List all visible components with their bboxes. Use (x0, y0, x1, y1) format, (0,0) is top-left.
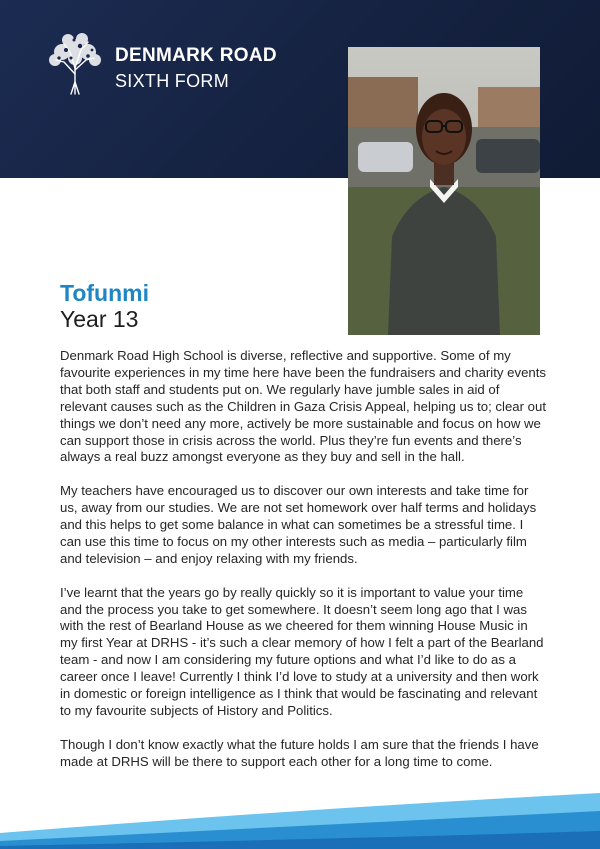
tree-icon (44, 30, 106, 96)
paragraph: Denmark Road High School is diverse, reflective and supportive. Some of my favourite experiences in my time here have been the fundraisers and charity events that both staff and students put on. We regularly have jumble sales in aid of relevant causes such as the Children in Gaza Crisis Appeal, helping us to; clear out things we don’t need any more, actively be more sustainable and focus on how we can support those in crisis across the world. Plus they’re fun events and there’s always a real buzz amongst everyone as they buy and sell in the hall. (60, 348, 547, 465)
brand-title: DENMARK ROAD (115, 45, 277, 66)
paragraph: My teachers have encouraged us to discover our own interests and take time for us, away from our studies. We are not set homework over half terms and holidays and this helps to get some balance in what can sometimes be a stressful time. I can use this time to focus on my other interests such as media – particularly film and television – and enjoy relaxing with my friends. (60, 483, 537, 566)
student-portrait (348, 47, 540, 335)
brand-subtitle: SIXTH FORM (115, 71, 229, 91)
paragraph: Though I don’t know exactly what the future holds I am sure that the friends I have made at DRHS will be there to support each other for a long time to come. (60, 736, 539, 769)
student-year: Year 13 (60, 306, 139, 332)
testimonial-body (60, 348, 546, 788)
paragraph: I’ve learnt that the years go by really quickly so it is important to value your time and the process you take to get somewhere. It doesn’t seem long ago that I was with the rest of Bearland House as we cheered for them winning House Music in my first Year at DRHS - it’s such a clear memory of how I felt a part of the Bearland team - and now I am considering my future options and what I’d like to do as a career once I leave! Currently I think I’d love to study at a university and then work in domestic or foreign intelligence as I think that would be fascinating and relevant to my favourite subjects of History and Politics. (60, 584, 544, 718)
student-name: Tofunmi (60, 280, 149, 306)
footer-wave (0, 789, 600, 849)
